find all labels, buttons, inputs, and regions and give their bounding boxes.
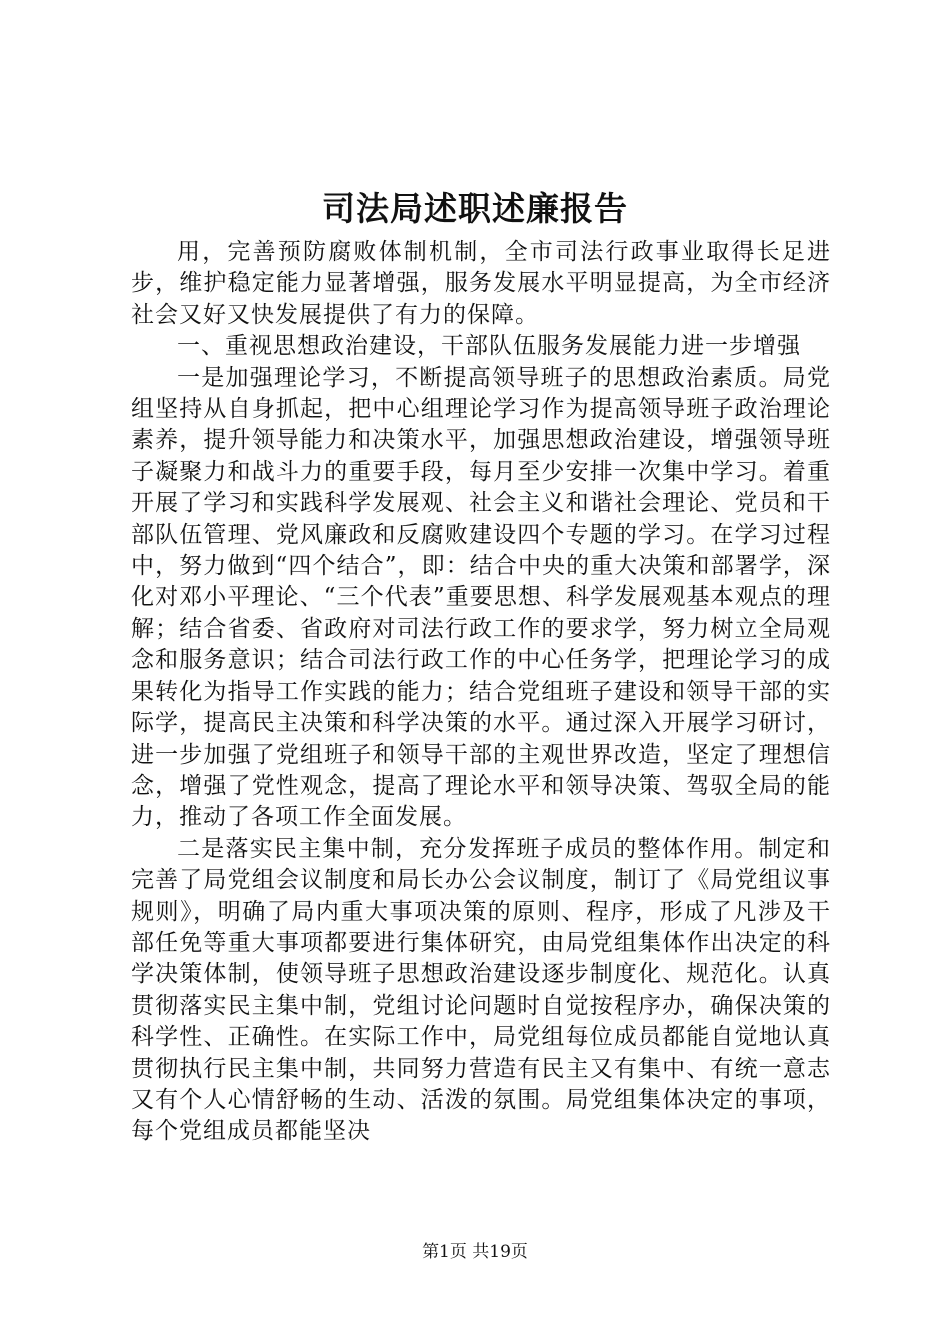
paragraph-intro: 用，完善预防腐败体制机制，全市司法行政事业取得长足进步，维护稳定能力显著增强，服务发展水平明显提高，为全市经济社会又好又快发展提供了有力的保障。 <box>131 239 831 328</box>
paragraph-theory-study: 一是加强理论学习，不断提高领导班子的思想政治素质。局党组坚持从自身抓起，把中心组理论学习作为提高领导班子政治理论素养，提升领导能力和决策水平，加强思想政治建设，增强领导班子凝聚力和战斗力的重要手段，每月至少安排一次集中学习。着重开展了学习和实践科学发展观、社会主义和谐社会理论、党员和干部队伍管理、党风廉政和反腐败建设四个专题的学习。在学习过程中，努力做到“四个结合”，即：结合中央的重大决策和部署学，深化对邓小平理论、“三个代表”重要思想、科学发展观基本观点的理解；结合省委、省政府对司法行政工作的要求学，努力树立全局观念和服务意识；结合司法行政工作的中心任务学，把理论学习的成果转化为指导工作实践的能力；结合党组班子建设和领导干部的实际学，提高民主决策和科学决策的水平。通过深入开展学习研讨，进一步加强了党组班子和领导干部的主观世界改造，坚定了理想信念，增强了党性观念，提高了理论水平和领导决策、驾驭全局的能力，推动了各项工作全面发展。 <box>131 364 831 831</box>
page-number: 第1页 共19页 <box>422 1242 528 1262</box>
paragraph-democratic-centralism: 二是落实民主集中制，充分发挥班子成员的整体作用。制定和完善了局党组会议制度和局长办公会议制度，制订了《局党组议事规则》，明确了局内重大事项决策的原则、程序，形成了凡涉及干部任免等重大事项都要进行集体研究，由局党组集体作出决定的科学决策体制，使领导班子思想政治建设逐步制度化、规范化。认真贯彻落实民主集中制，党组讨论问题时自觉按程序办，确保决策的科学性、正确性。在实际工作中，局党组每位成员都能自觉地认真贯彻执行民主集中制，共同努力营造有民主又有集中、有统一意志又有个人心情舒畅的生动、活泼的氛围。局党组集体决定的事项，每个党组成员都能坚决 <box>131 835 831 1145</box>
section-heading: 一、重视思想政治建设，干部队伍服务发展能力进一步增强 <box>177 333 801 360</box>
document-title: 司法局述职述廉报告 <box>322 189 628 228</box>
document-body <box>131 237 831 1148</box>
